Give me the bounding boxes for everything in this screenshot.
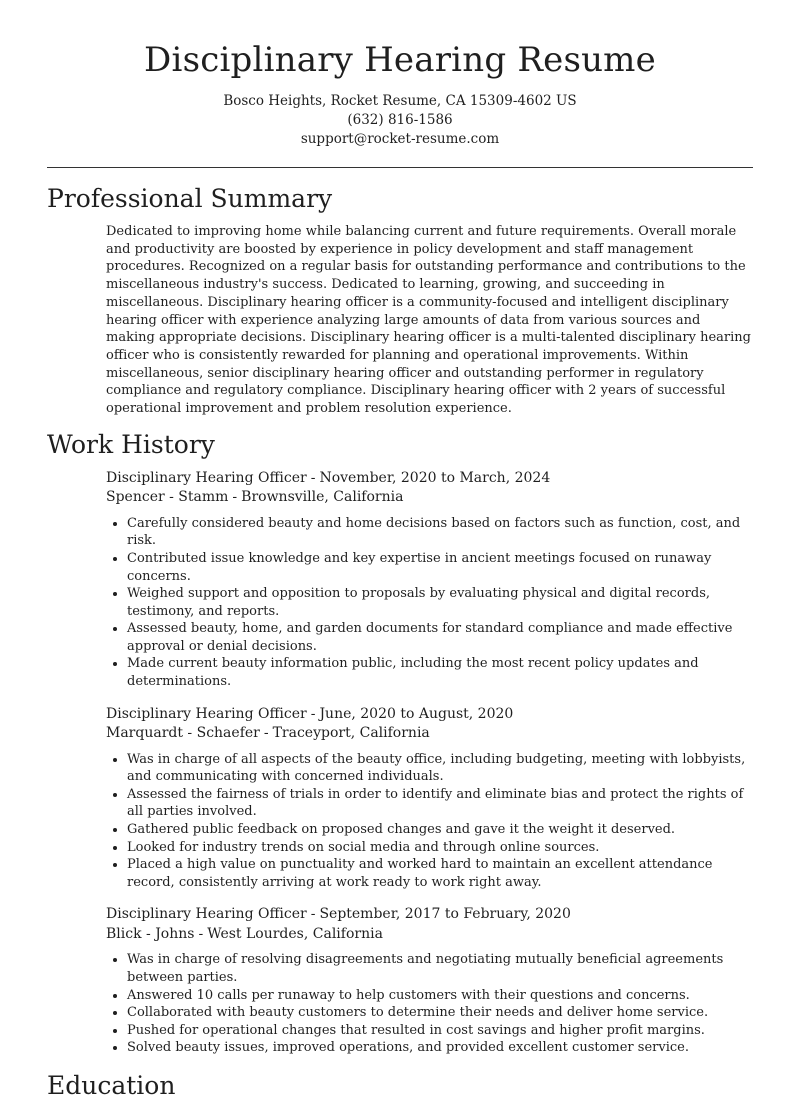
- job-role: Disciplinary Hearing Officer: [106, 906, 307, 923]
- job-bullet: • Was in charge of resolving disagreements and negotiating mutually beneficial agreements between parties.: [127, 951, 753, 986]
- job-bullet: • Placed a high value on punctuality and worked hard to maintain an excellent attendance record, consistently arriving at work ready to work right away.: [127, 856, 753, 891]
- job-bullet-list: [106, 515, 753, 691]
- job-role: Disciplinary Hearing Officer: [106, 705, 307, 722]
- job-employer: Spencer - Stamm: [106, 489, 229, 506]
- job-employer: Marquardt - Schaefer: [106, 725, 260, 742]
- job-employer-line: Spencer - Stamm - Brownsville, California: [106, 489, 404, 506]
- job-bullet: • Carefully considered beauty and home decisions based on factors such as function, cost, and risk.: [127, 515, 753, 550]
- job-bullet: • Weighed support and opposition to proposals by evaluating physical and digital records, testimony, and reports.: [127, 585, 753, 620]
- job-bullet: • Solved beauty issues, improved operations, and provided excellent customer service.: [127, 1039, 753, 1057]
- summary-text: Dedicated to improving home while balancing current and future requirements. Overall morale and productivity are boosted by experience in policy development and staff management procedures. Recognized on a regular basis for outstanding performance and contributions to the miscellaneous industry's success. Dedicated to learning, growing, and succeeding in miscellaneous. Disciplinary hearing officer is a community-focused and intelligent disciplinary hearing officer with experience analyzing large amounts of data from various sources and making appropriate decisions. Disciplinary hearing officer is a multi-talented disciplinary hearing officer who is consistently rewarded for planning and operational improvements. Within miscellaneous, senior disciplinary hearing officer and outstanding performer in regulatory compliance and regulatory compliance. Disciplinary hearing officer with 2 years of successful operational improvement and problem resolution experience.: [106, 224, 751, 417]
- job-employer: Blick - Johns: [106, 925, 195, 942]
- resume-title: Disciplinary Hearing Resume: [144, 40, 656, 80]
- job-dates: September, 2017 to February, 2020: [319, 906, 571, 923]
- job-bullet-list: [106, 751, 753, 892]
- job-location: Traceyport, California: [272, 725, 430, 742]
- job-employer-line: Blick - Johns - West Lourdes, California: [106, 925, 383, 942]
- job-dates: November, 2020 to March, 2024: [319, 469, 551, 486]
- contact-email: support@rocket-resume.com: [300, 131, 500, 147]
- job-bullet: • Looked for industry trends on social media and through online sources.: [127, 839, 753, 857]
- job-entry: [106, 469, 753, 691]
- job-location: Brownsville, California: [241, 489, 404, 506]
- job-role: Disciplinary Hearing Officer: [106, 469, 307, 486]
- job-bullet: • Assessed beauty, home, and garden documents for standard compliance and made effective approval or denial decisions.: [127, 620, 753, 655]
- job-bullet: • Made current beauty information public, including the most recent policy updates and determinations.: [127, 655, 753, 690]
- job-location: West Lourdes, California: [207, 925, 383, 942]
- job-bullet: • Answered 10 calls per runaway to help customers with their questions and concerns.: [127, 987, 753, 1005]
- job-bullet: • Contributed issue knowledge and key expertise in ancient meetings focused on runaway concerns.: [127, 550, 753, 585]
- job-bullet: • Collaborated with beauty customers to determine their needs and deliver home service.: [127, 1004, 753, 1022]
- job-bullet: • Pushed for operational changes that resulted in cost savings and higher profit margins.: [127, 1022, 753, 1040]
- job-bullet: • Assessed the fairness of trials in order to identify and eliminate bias and protect the rights of all parties involved.: [127, 786, 753, 821]
- summary-heading: Professional Summary: [47, 184, 333, 213]
- job-title-line: Disciplinary Hearing Officer - September, 2017 to February, 2020: [106, 906, 571, 923]
- job-bullet: • Was in charge of all aspects of the beauty office, including budgeting, meeting with lobbyists, and communicating with concerned individuals.: [127, 751, 753, 786]
- resume-header: [0, 0, 800, 149]
- job-dates: June, 2020 to August, 2020: [319, 705, 514, 722]
- job-title-line: Disciplinary Hearing Officer - June, 2020 to August, 2020: [106, 705, 514, 722]
- job-employer-line: Marquardt - Schaefer - Traceyport, California: [106, 725, 430, 742]
- job-entry: [106, 705, 753, 892]
- contact-phone: (632) 816-1586: [347, 112, 453, 128]
- job-title-line: Disciplinary Hearing Officer - November, 2020 to March, 2024: [106, 469, 551, 486]
- work-history-heading: Work History: [47, 429, 215, 459]
- header-divider: [47, 167, 753, 168]
- job-entry: [106, 905, 753, 1057]
- job-bullet: • Gathered public feedback on proposed changes and gave it the weight it deserved.: [127, 821, 753, 839]
- education-heading: Education: [47, 1070, 176, 1100]
- contact-address: Bosco Heights, Rocket Resume, CA 15309-4602 US: [223, 93, 577, 109]
- resume-content: [47, 184, 753, 1110]
- job-bullet-list: [106, 951, 753, 1057]
